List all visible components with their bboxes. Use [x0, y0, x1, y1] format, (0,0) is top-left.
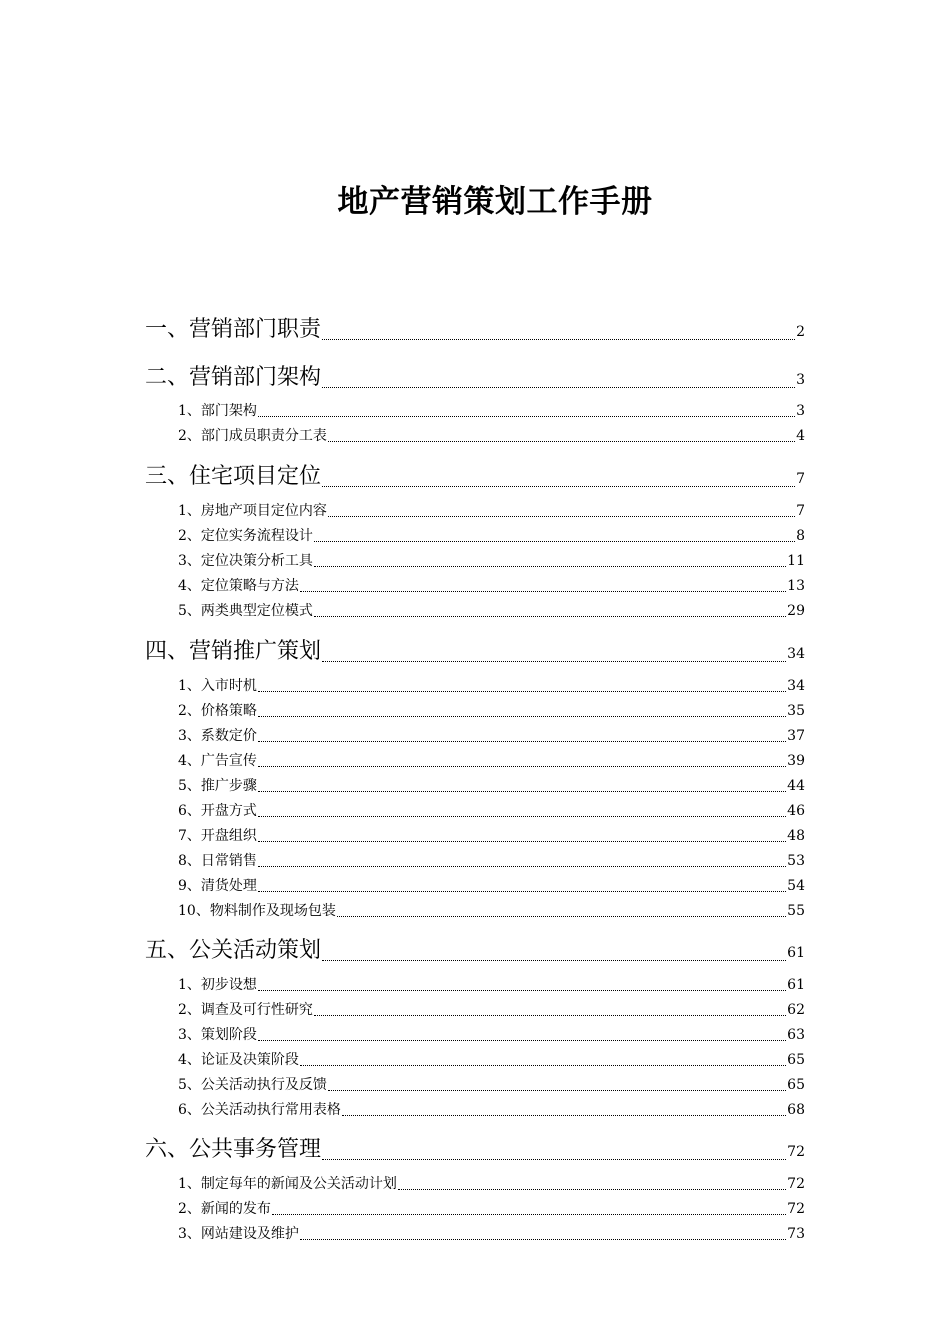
- toc-entry-5-3-page-number: 63: [787, 1027, 805, 1043]
- toc-entry-4-4[interactable]: [145, 750, 805, 772]
- dot-leader: [258, 1040, 786, 1041]
- toc-entry-4-3-page-number: 37: [787, 728, 805, 744]
- toc-entry-4-4-label: 4、广告宣传: [178, 753, 257, 769]
- toc-entry-2-1-label: 1、部门架构: [178, 403, 257, 419]
- toc-section-5[interactable]: [145, 933, 805, 967]
- toc-section-2-label: 二、营销部门架构: [145, 365, 322, 390]
- dot-leader: [258, 691, 786, 692]
- toc-entry-6-1[interactable]: [145, 1173, 805, 1195]
- toc-entry-4-8[interactable]: [145, 850, 805, 872]
- toc-section-4[interactable]: [145, 634, 805, 668]
- toc-entry-3-4[interactable]: [145, 575, 805, 597]
- toc-entry-5-2[interactable]: [145, 999, 805, 1021]
- toc-entry-4-7-label: 7、开盘组织: [178, 828, 257, 844]
- toc-entry-4-9[interactable]: [145, 875, 805, 897]
- toc-entry-6-3-page-number: 73: [787, 1226, 805, 1242]
- toc-entry-4-1[interactable]: [145, 675, 805, 697]
- toc-entry-6-3[interactable]: [145, 1223, 805, 1245]
- toc-entry-5-4-page-number: 65: [787, 1052, 805, 1068]
- dot-leader: [322, 661, 786, 662]
- toc-section-3-label: 三、住宅项目定位: [145, 464, 322, 489]
- toc-entry-4-7[interactable]: [145, 825, 805, 847]
- dot-leader: [258, 416, 795, 417]
- toc-entry-4-10-page-number: 55: [787, 903, 805, 919]
- toc-entry-3-3[interactable]: [145, 550, 805, 572]
- toc-entry-2-1-page-number: 3: [796, 403, 805, 419]
- toc-section-2[interactable]: [145, 360, 805, 394]
- toc-entry-5-1-label: 1、初步设想: [178, 977, 257, 993]
- toc-entry-2-2[interactable]: [145, 425, 805, 447]
- toc-entry-3-3-label: 3、定位决策分析工具: [178, 553, 313, 569]
- dot-leader: [322, 960, 786, 961]
- dot-leader: [314, 566, 786, 567]
- toc-section-6[interactable]: [145, 1132, 805, 1166]
- toc-entry-4-5[interactable]: [145, 775, 805, 797]
- toc-entry-4-2-page-number: 35: [787, 703, 805, 719]
- toc-entry-3-3-page-number: 11: [787, 553, 805, 569]
- toc-entry-4-6-label: 6、开盘方式: [178, 803, 257, 819]
- toc-entry-5-6[interactable]: [145, 1099, 805, 1121]
- toc-entry-5-5-page-number: 65: [787, 1077, 805, 1093]
- toc-section-2-page-number: 3: [796, 372, 805, 388]
- dot-leader: [258, 791, 786, 792]
- dot-leader: [300, 591, 786, 592]
- toc-entry-3-5-label: 5、两类典型定位模式: [178, 603, 313, 619]
- toc-entry-4-4-page-number: 39: [787, 753, 805, 769]
- dot-leader: [328, 441, 795, 442]
- toc-entry-4-3[interactable]: [145, 725, 805, 747]
- toc-entry-5-6-page-number: 68: [787, 1102, 805, 1118]
- dot-leader: [322, 1159, 786, 1160]
- dot-leader: [258, 766, 786, 767]
- toc-entry-4-10[interactable]: [145, 900, 805, 922]
- toc-entry-4-10-label: 10、物料制作及现场包装: [178, 903, 336, 919]
- dot-leader: [342, 1115, 786, 1116]
- toc-entry-4-9-page-number: 54: [787, 878, 805, 894]
- dot-leader: [322, 486, 795, 487]
- toc-entry-5-2-label: 2、调查及可行性研究: [178, 1002, 313, 1018]
- toc-entry-6-3-label: 3、网站建设及维护: [178, 1226, 299, 1242]
- toc-entry-4-2[interactable]: [145, 700, 805, 722]
- toc-entry-4-2-label: 2、价格策略: [178, 703, 257, 719]
- toc-entry-5-4[interactable]: [145, 1049, 805, 1071]
- toc-entry-2-2-page-number: 4: [796, 428, 805, 444]
- toc-section-6-page-number: 72: [787, 1144, 805, 1160]
- toc-entry-6-1-page-number: 72: [787, 1176, 805, 1192]
- dot-leader: [398, 1189, 786, 1190]
- toc-entry-3-1-label: 1、房地产项目定位内容: [178, 503, 327, 519]
- dot-leader: [258, 841, 786, 842]
- toc-entry-4-7-page-number: 48: [787, 828, 805, 844]
- toc-section-6-label: 六、公共事务管理: [145, 1137, 322, 1162]
- toc-entry-4-6[interactable]: [145, 800, 805, 822]
- toc-section-3-page-number: 7: [796, 471, 805, 487]
- toc-entry-5-3-label: 3、策划阶段: [178, 1027, 257, 1043]
- dot-leader: [337, 916, 786, 917]
- toc-entry-5-5[interactable]: [145, 1074, 805, 1096]
- toc-section-5-page-number: 61: [787, 945, 805, 961]
- toc-entry-3-1[interactable]: [145, 500, 805, 522]
- dot-leader: [258, 816, 786, 817]
- toc-entry-4-5-page-number: 44: [787, 778, 805, 794]
- toc-entry-6-1-label: 1、制定每年的新闻及公关活动计划: [178, 1176, 397, 1192]
- toc-entry-6-2-page-number: 72: [787, 1201, 805, 1217]
- toc-entry-3-2-label: 2、定位实务流程设计: [178, 528, 313, 544]
- dot-leader: [314, 541, 795, 542]
- toc-entry-5-4-label: 4、论证及决策阶段: [178, 1052, 299, 1068]
- dot-leader: [314, 616, 786, 617]
- toc-entry-4-8-page-number: 53: [787, 853, 805, 869]
- toc-entry-3-4-label: 4、定位策略与方法: [178, 578, 299, 594]
- toc-entry-2-2-label: 2、部门成员职责分工表: [178, 428, 327, 444]
- toc-entry-3-4-page-number: 13: [787, 578, 805, 594]
- toc-entry-5-1[interactable]: [145, 974, 805, 996]
- toc-entry-3-5-page-number: 29: [787, 603, 805, 619]
- dot-leader: [322, 339, 795, 340]
- toc-entry-4-1-label: 1、入市时机: [178, 678, 257, 694]
- toc-entry-3-1-page-number: 7: [796, 503, 805, 519]
- dot-leader: [322, 387, 795, 388]
- dot-leader: [328, 1090, 786, 1091]
- toc-entry-5-3[interactable]: [145, 1024, 805, 1046]
- document-title: 地产营销策划工作手册: [337, 184, 653, 220]
- dot-leader: [258, 891, 786, 892]
- toc-entry-3-2[interactable]: [145, 525, 805, 547]
- toc-section-1-label: 一、营销部门职责: [145, 317, 322, 342]
- dot-leader: [258, 741, 786, 742]
- toc-section-1-page-number: 2: [796, 324, 805, 340]
- toc-entry-4-9-label: 9、清货处理: [178, 878, 257, 894]
- dot-leader: [328, 516, 795, 517]
- dot-leader: [272, 1214, 786, 1215]
- toc-entry-5-5-label: 5、公关活动执行及反馈: [178, 1077, 327, 1093]
- dot-leader: [300, 1239, 786, 1240]
- toc-section-4-label: 四、营销推广策划: [145, 639, 322, 664]
- dot-leader: [258, 990, 786, 991]
- toc-entry-6-2-label: 2、新闻的发布: [178, 1201, 271, 1217]
- toc-entry-3-2-page-number: 8: [796, 528, 805, 544]
- toc-entry-5-2-page-number: 62: [787, 1002, 805, 1018]
- toc-section-3[interactable]: [145, 459, 805, 493]
- dot-leader: [314, 1015, 786, 1016]
- toc-entry-3-5[interactable]: [145, 600, 805, 622]
- dot-leader: [258, 716, 786, 717]
- toc-entry-4-8-label: 8、日常销售: [178, 853, 257, 869]
- dot-leader: [258, 866, 786, 867]
- toc-section-4-page-number: 34: [787, 646, 805, 662]
- toc-entry-5-6-label: 6、公关活动执行常用表格: [178, 1102, 341, 1118]
- toc-entry-4-1-page-number: 34: [787, 678, 805, 694]
- toc-section-1[interactable]: [145, 312, 805, 346]
- toc-entry-6-2[interactable]: [145, 1198, 805, 1220]
- dot-leader: [300, 1065, 786, 1066]
- toc-entry-4-5-label: 5、推广步骤: [178, 778, 257, 794]
- toc-entry-4-3-label: 3、系数定价: [178, 728, 257, 744]
- toc-section-5-label: 五、公关活动策划: [145, 938, 322, 963]
- toc-entry-2-1[interactable]: [145, 400, 805, 422]
- toc-entry-5-1-page-number: 61: [787, 977, 805, 993]
- toc-entry-4-6-page-number: 46: [787, 803, 805, 819]
